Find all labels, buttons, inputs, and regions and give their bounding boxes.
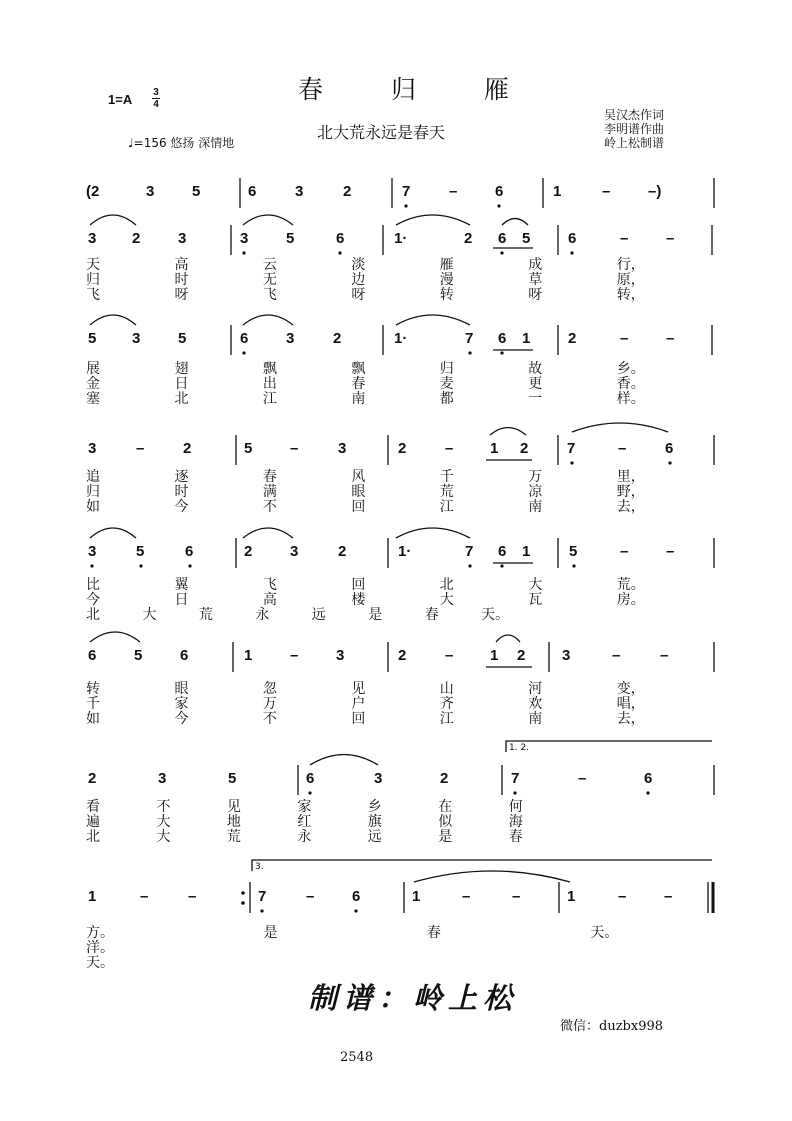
note: 6 xyxy=(498,230,507,247)
note: 7 xyxy=(567,440,576,457)
note: 2 xyxy=(517,647,526,664)
lyrics-verse-1: 方。 是 春 天。 xyxy=(86,925,619,941)
note: –) xyxy=(648,183,662,200)
lyrics-verse-2: 遍 大 地 红 旗 似 海 xyxy=(86,814,523,830)
lyrics-verse-2: 归 时 无 边 漫 草 原， xyxy=(86,272,645,288)
note: 2 xyxy=(183,440,192,457)
note: 6 xyxy=(644,770,653,787)
note: 5 xyxy=(136,543,145,560)
note: 6 xyxy=(240,330,249,347)
note: 5 xyxy=(569,543,578,560)
note: (2 xyxy=(86,183,100,200)
wechat-contact: 微信：duzbx998 xyxy=(560,1019,664,1034)
note: 6 xyxy=(88,647,97,664)
lyrics-verse-3: 北 大 荒 永 远 是 春 天。 xyxy=(86,607,510,623)
note: – xyxy=(578,770,587,787)
note: 2 xyxy=(338,543,347,560)
note: 1 xyxy=(88,888,97,905)
note: – xyxy=(618,440,627,457)
lyrics-verse-3: 天。 xyxy=(86,955,114,971)
note: – xyxy=(290,647,299,664)
lyrics-verse-1: 看 不 见 家 乡 在 何 xyxy=(86,799,523,815)
note: 1· xyxy=(398,543,412,560)
note: – xyxy=(620,230,629,247)
note: 2 xyxy=(132,230,141,247)
note: 3 xyxy=(336,647,345,664)
note: – xyxy=(620,543,629,560)
note: 5 xyxy=(244,440,253,457)
note: 2 xyxy=(398,647,407,664)
note: 1 xyxy=(244,647,253,664)
page-number: 2548 xyxy=(340,1050,374,1065)
note: – xyxy=(664,888,673,905)
note: 5 xyxy=(178,330,187,347)
note: 1 xyxy=(522,330,531,347)
note: 7 xyxy=(258,888,267,905)
meter-top: 3 xyxy=(153,87,159,98)
note: 6 xyxy=(498,543,507,560)
meter-bottom: 4 xyxy=(153,99,159,110)
note: 5 xyxy=(228,770,237,787)
lyrics-verse-3: 如 今 不 回 江 南 去， xyxy=(86,711,645,727)
lyrics-verse-2: 今 日 高 楼 大 瓦 房。 xyxy=(86,592,645,608)
note: 6 xyxy=(180,647,189,664)
note: 1 xyxy=(412,888,421,905)
note: 5 xyxy=(286,230,295,247)
note: – xyxy=(306,888,315,905)
engraver-credit: 岭上松制谱 xyxy=(604,136,665,150)
lyrics-verse-1: 转 眼 忽 见 山 河 变， xyxy=(86,681,645,697)
note: – xyxy=(445,440,454,457)
note: 2 xyxy=(440,770,449,787)
lyrics-verse-3: 如 今 不 回 江 南 去， xyxy=(86,499,645,515)
composer-credit: 李明谱作曲 xyxy=(604,122,665,136)
note: 6 xyxy=(498,330,507,347)
note: 6 xyxy=(248,183,257,200)
note: 3 xyxy=(295,183,304,200)
note: 3 xyxy=(374,770,383,787)
note: – xyxy=(449,183,458,200)
note: 3 xyxy=(338,440,347,457)
note: 7 xyxy=(465,543,474,560)
engraver-signature: 制谱：岭上松 xyxy=(308,981,519,1015)
note: – xyxy=(618,888,627,905)
note: 1 xyxy=(567,888,576,905)
volta-1-2-label: 1. 2. xyxy=(509,743,530,753)
note: 3 xyxy=(240,230,249,247)
note: – xyxy=(136,440,145,457)
note: 2 xyxy=(398,440,407,457)
lyrics-verse-1: 比 翼 飞 回 北 大 荒。 xyxy=(86,577,645,593)
key-signature: 1=A xyxy=(108,92,133,107)
note: 6 xyxy=(352,888,361,905)
note: – xyxy=(612,647,621,664)
note: – xyxy=(140,888,149,905)
note: 3 xyxy=(562,647,571,664)
note: 1 xyxy=(490,647,499,664)
lyrics-verse-3: 飞 呀 飞 呀 转 呀 转， xyxy=(86,287,645,303)
note: 1· xyxy=(394,230,408,247)
note: 7 xyxy=(511,770,520,787)
note: 1· xyxy=(394,330,408,347)
note: 3 xyxy=(290,543,299,560)
note: 2 xyxy=(464,230,473,247)
note: – xyxy=(666,230,675,247)
lyrics-verse-2: 千 家 万 户 齐 欢 唱， xyxy=(86,696,645,712)
note: 6 xyxy=(665,440,674,457)
note: – xyxy=(666,543,675,560)
note: 5 xyxy=(88,330,97,347)
note: 2 xyxy=(244,543,253,560)
note: 3 xyxy=(88,230,97,247)
note: 6 xyxy=(306,770,315,787)
note: 2 xyxy=(520,440,529,457)
lyrics-verse-2: 洋。 xyxy=(86,940,114,956)
lyricist-credit: 吴汉杰作词 xyxy=(604,108,665,122)
note: 2 xyxy=(343,183,352,200)
note: 1 xyxy=(553,183,562,200)
note: 1 xyxy=(522,543,531,560)
lyrics-verse-1: 追 逐 春 风 千 万 里， xyxy=(86,469,645,485)
note: 2 xyxy=(568,330,577,347)
note: 2 xyxy=(88,770,97,787)
note: – xyxy=(512,888,521,905)
note: 3 xyxy=(132,330,141,347)
volta-3-label: 3. xyxy=(255,862,264,872)
note: 3 xyxy=(286,330,295,347)
note: 3 xyxy=(146,183,155,200)
lyrics-verse-3: 北 大 荒 永 远 是 春 xyxy=(86,829,523,845)
note: – xyxy=(290,440,299,457)
song-title: 春 归 雁 xyxy=(298,75,539,104)
note: 5 xyxy=(192,183,201,200)
note: 5 xyxy=(134,647,143,664)
note: – xyxy=(620,330,629,347)
note: – xyxy=(462,888,471,905)
note: – xyxy=(188,888,197,905)
note: 6 xyxy=(336,230,345,247)
note: – xyxy=(445,647,454,664)
note: 3 xyxy=(88,440,97,457)
note: 7 xyxy=(465,330,474,347)
lyrics-verse-1: 天 高 云 淡 雁 成 行， xyxy=(86,257,645,273)
note: – xyxy=(666,330,675,347)
note: 6 xyxy=(495,183,504,200)
tempo-marking: ♩=156 悠扬 深情地 xyxy=(128,136,235,150)
note: 6 xyxy=(568,230,577,247)
note: 5 xyxy=(522,230,531,247)
note: 7 xyxy=(402,183,411,200)
note: – xyxy=(602,183,611,200)
note: 3 xyxy=(88,543,97,560)
note: 3 xyxy=(158,770,167,787)
lyrics-verse-2: 金 日 出 春 麦 更 香。 xyxy=(86,376,645,392)
note: 2 xyxy=(333,330,342,347)
lyrics-verse-3: 塞 北 江 南 都 一 样。 xyxy=(86,391,645,407)
note: – xyxy=(660,647,669,664)
note: 3 xyxy=(178,230,187,247)
lyrics-verse-1: 展 翅 飘 飘 归 故 乡。 xyxy=(86,361,645,377)
lyrics-verse-2: 归 时 满 眼 荒 凉 野， xyxy=(86,484,645,500)
song-subtitle: 北大荒永远是春天 xyxy=(317,123,446,142)
note: 6 xyxy=(185,543,194,560)
note: 1 xyxy=(490,440,499,457)
